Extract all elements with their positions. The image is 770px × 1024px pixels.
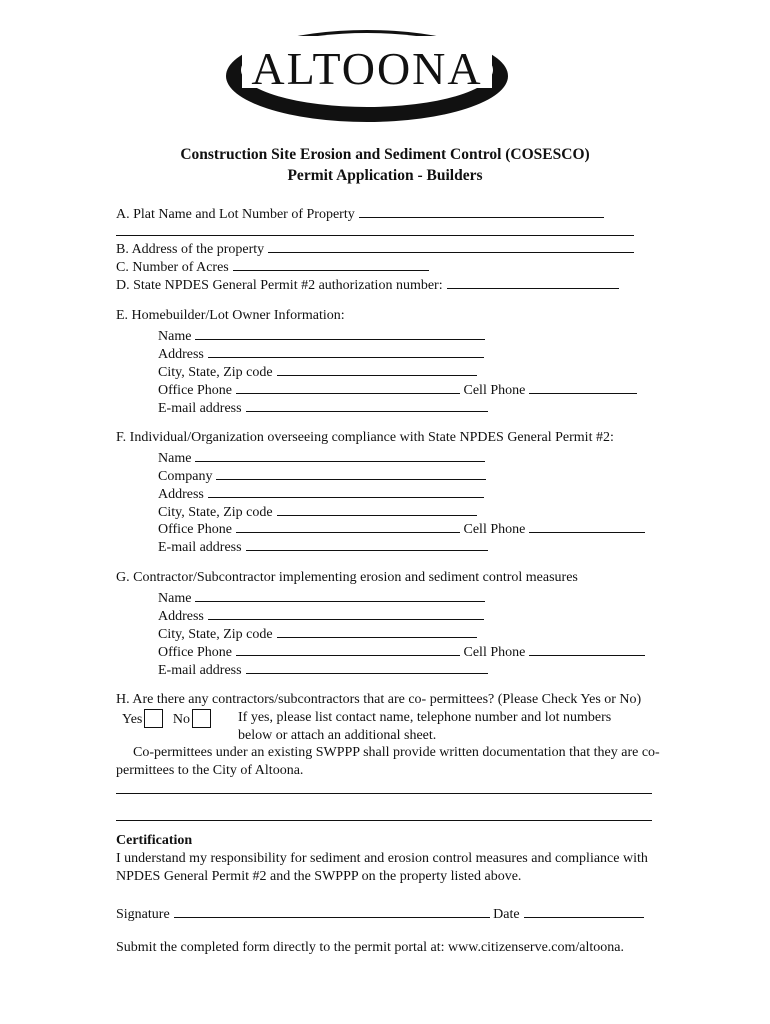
homebuilder-email-field[interactable]: [246, 397, 488, 412]
contractor-office-phone-field[interactable]: [236, 641, 460, 656]
overseer-office-phone-label: Office Phone: [158, 522, 232, 537]
property-address-label: B. Address of the property: [116, 242, 265, 257]
co-permittee-line-1[interactable]: [116, 793, 652, 794]
acres-label: C. Number of Acres: [116, 260, 229, 275]
homebuilder-city-field[interactable]: [277, 361, 477, 376]
overseer-cell-phone-label: Cell Phone: [463, 522, 526, 537]
co-permittee-note-line1: Co-permittees under an existing SWPPP shall provide written documentation that they are co-: [133, 745, 660, 760]
logo-text: ALTOONA: [251, 43, 483, 94]
yes-checkbox[interactable]: [144, 709, 163, 728]
overseer-city-label: City, State, Zip code: [158, 505, 273, 520]
contractor-email-label: E-mail address: [158, 663, 242, 678]
contractor-address-label: Address: [158, 609, 204, 624]
homebuilder-email-row: [158, 397, 488, 418]
overseer-address-field[interactable]: [208, 483, 484, 498]
homebuilder-name-field[interactable]: [195, 325, 485, 340]
overseer-email-label: E-mail address: [158, 540, 242, 555]
yes-label: Yes: [122, 712, 143, 727]
homebuilder-city-label: City, State, Zip code: [158, 365, 273, 380]
overseer-name-label: Name: [158, 451, 192, 466]
overseer-office-phone-field[interactable]: [236, 518, 460, 533]
property-address-field[interactable]: [268, 238, 634, 253]
npdes-auth-label: D. State NPDES General Permit #2 authorization number:: [116, 278, 443, 293]
overseer-email-field[interactable]: [246, 536, 488, 551]
plat-name-label: A. Plat Name and Lot Number of Property: [116, 207, 355, 222]
section-e-heading: E. Homebuilder/Lot Owner Information:: [116, 308, 345, 323]
section-h-question: H. Are there any contractors/subcontractors that are co- permittees? (Please Check Yes or No): [116, 692, 642, 707]
homebuilder-address-field[interactable]: [208, 343, 484, 358]
date-field[interactable]: [524, 903, 644, 918]
co-permittee-line-2[interactable]: [116, 820, 652, 821]
plat-name-field-continued[interactable]: [116, 235, 634, 236]
co-permittee-note-line2: permittees to the City of Altoona.: [116, 763, 304, 778]
npdes-auth-field[interactable]: [447, 274, 619, 289]
contractor-name-label: Name: [158, 591, 192, 606]
overseer-cell-phone-field[interactable]: [529, 518, 645, 533]
signature-row: [116, 903, 644, 924]
altoona-logo: [222, 18, 512, 128]
homebuilder-office-phone-label: Office Phone: [158, 383, 232, 398]
overseer-company-field[interactable]: [216, 465, 486, 480]
co-permittee-instruction-line2: below or attach an additional sheet.: [238, 728, 437, 743]
section-d-row: [116, 274, 619, 295]
contractor-name-field[interactable]: [195, 587, 485, 602]
form-title-line1: Construction Site Erosion and Sediment Control (COSESCO): [180, 146, 590, 163]
date-label: Date: [493, 907, 520, 922]
homebuilder-cell-phone-field[interactable]: [529, 379, 637, 394]
signature-label: Signature: [116, 907, 170, 922]
overseer-email-row: [158, 536, 488, 557]
form-title-line2: Permit Application - Builders: [287, 167, 483, 184]
contractor-email-field[interactable]: [246, 659, 488, 674]
contractor-cell-phone-label: Cell Phone: [463, 645, 526, 660]
homebuilder-address-label: Address: [158, 347, 204, 362]
overseer-company-label: Company: [158, 469, 213, 484]
submission-instructions: Submit the completed form directly to the permit portal at: www.citizenserve.com/altoona.: [116, 940, 624, 955]
overseer-city-field[interactable]: [277, 501, 477, 516]
contractor-email-row: [158, 659, 488, 680]
homebuilder-cell-phone-label: Cell Phone: [463, 383, 526, 398]
co-permittee-instruction-line1: If yes, please list contact name, telephone number and lot numbers: [238, 710, 612, 725]
section-f-heading: F. Individual/Organization overseeing compliance with State NPDES General Permit #2:: [116, 430, 614, 445]
contractor-office-phone-label: Office Phone: [158, 645, 232, 660]
contractor-address-field[interactable]: [208, 605, 484, 620]
no-label: No: [172, 712, 190, 727]
certification-text-line2: NPDES General Permit #2 and the SWPPP on the property listed above.: [116, 869, 522, 884]
homebuilder-email-label: E-mail address: [158, 401, 242, 416]
overseer-address-label: Address: [158, 487, 204, 502]
overseer-name-field[interactable]: [195, 447, 485, 462]
section-a-row: [116, 203, 604, 224]
certification-heading: Certification: [116, 833, 193, 848]
acres-field[interactable]: [233, 256, 429, 271]
contractor-cell-phone-field[interactable]: [529, 641, 645, 656]
contractor-city-field[interactable]: [277, 623, 477, 638]
no-checkbox[interactable]: [192, 709, 211, 728]
section-g-heading: G. Contractor/Subcontractor implementing erosion and sediment control measures: [116, 570, 578, 585]
contractor-city-label: City, State, Zip code: [158, 627, 273, 642]
co-permittee-checkbox-row: [122, 709, 211, 729]
homebuilder-name-label: Name: [158, 329, 192, 344]
homebuilder-office-phone-field[interactable]: [236, 379, 460, 394]
plat-name-field[interactable]: [359, 203, 604, 218]
certification-text-line1: I understand my responsibility for sediment and erosion control measures and compliance with: [116, 851, 648, 866]
signature-field[interactable]: [174, 903, 490, 918]
